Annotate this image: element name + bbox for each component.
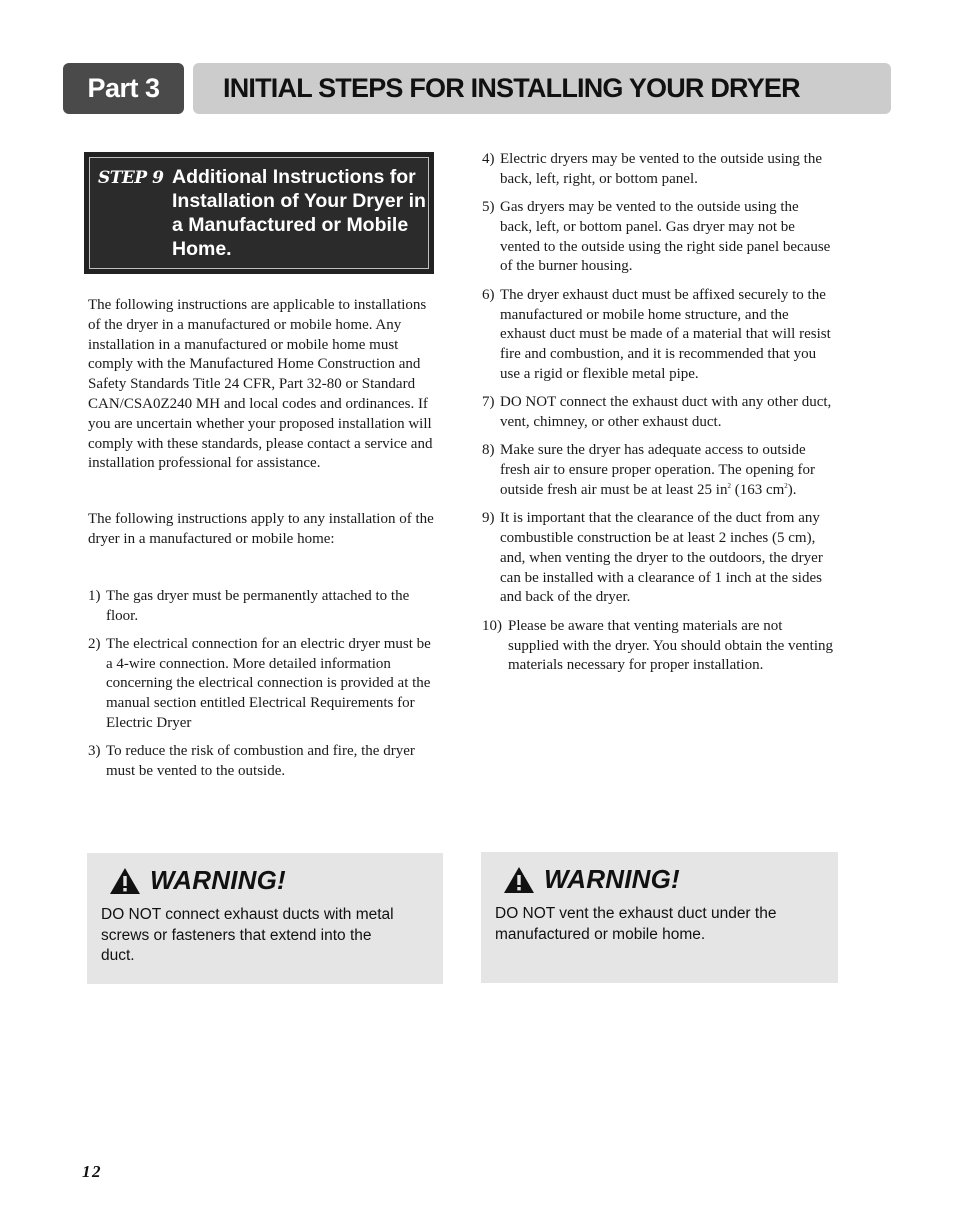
list-item bbox=[88, 635, 438, 734]
item-number: 7) bbox=[482, 394, 495, 411]
item-number: 8) bbox=[482, 442, 495, 459]
lead-paragraph: The following instructions apply to any installation of the dryer in a manufactured or mobile home: bbox=[88, 511, 434, 547]
item-number: 2) bbox=[88, 635, 101, 652]
item-text: Electric dryers may be vented to the outside using the back, left, right, or bottom panel. bbox=[500, 151, 822, 187]
left-column bbox=[88, 296, 438, 790]
title-bar bbox=[193, 63, 891, 114]
item-text: It is important that the clearance of the duct from any combustible construction be at least 2 inches (5 cm), and, when venting the dryer to the outdoors, the dryer can be installed with a clearance of 1 inch at the sides and back of the dryer. bbox=[500, 510, 823, 606]
step-box bbox=[84, 152, 434, 274]
intro-paragraph: The following instructions are applicable to installations of the dryer in a manufactured or mobile home. Any installation in a manufactured or mobile home must comply with the Manufactured Home Construction and Safety Standards Title 24 CFR, Part 32-80 or Standard CAN/CSA0Z240 MH and local codes and ordinances. If you are uncertain whether your proposed installation will comply with these standards, please contact a service and installation professional for assistance. bbox=[88, 297, 433, 472]
page-number: 12 bbox=[82, 1162, 102, 1181]
item-number: 1) bbox=[88, 587, 101, 604]
item-number: 5) bbox=[482, 199, 495, 216]
item-number: 9) bbox=[482, 510, 495, 527]
list-item bbox=[482, 617, 834, 676]
warning-triangle-icon bbox=[109, 867, 141, 895]
warning-title: WARNING! bbox=[150, 865, 286, 895]
list-item bbox=[482, 150, 834, 190]
warning-text: DO NOT connect exhaust ducts with metal screws or fasteners that extend into the duct. bbox=[101, 906, 394, 964]
instruction-list-left bbox=[88, 587, 438, 782]
page-title: INITIAL STEPS FOR INSTALLING YOUR DRYER bbox=[223, 73, 800, 103]
item-number: 6) bbox=[482, 286, 495, 303]
item-number: 3) bbox=[88, 743, 101, 760]
part-label-text: Part 3 bbox=[87, 73, 160, 103]
item-text: The gas dryer must be permanently attached to the floor. bbox=[106, 587, 410, 624]
warning-text: DO NOT vent the exhaust duct under the manufactured or mobile home. bbox=[495, 905, 777, 943]
item-text: The electrical connection for an electric dryer must be a 4-wire connection. More detailed information concerning the electrical connection is provided at the manual section entitled Electrical Requirements for Electric Dryer bbox=[106, 635, 431, 732]
part-label bbox=[63, 63, 184, 114]
item-text: To reduce the risk of combustion and fire, the dryer must be vented to the outside. bbox=[106, 743, 415, 780]
warning-title: WARNING! bbox=[544, 864, 680, 894]
item-text: The dryer exhaust duct must be affixed securely to the manufactured or mobile home structure, and the exhaust duct must be made of a material that will resist fire and combustion, and it is recommended that you use a rigid or flexible metal pipe. bbox=[500, 286, 831, 382]
warning-box-right bbox=[481, 852, 838, 983]
item-text: Gas dryers may be vented to the outside using the back, left, or bottom panel. Gas dryer may not be vented to the outside using the right side panel because of the burner housing. bbox=[500, 199, 831, 275]
item-number: 10) bbox=[482, 617, 502, 634]
warning-header bbox=[503, 864, 680, 895]
list-item bbox=[482, 393, 834, 433]
list-item bbox=[482, 286, 834, 385]
superscript: 2 bbox=[784, 481, 788, 490]
instruction-list-right bbox=[482, 150, 834, 676]
list-item bbox=[88, 587, 438, 627]
warning-header bbox=[109, 865, 286, 896]
item-text: ). bbox=[787, 481, 797, 498]
step-box-inner bbox=[89, 157, 429, 269]
list-item bbox=[482, 198, 834, 277]
superscript: 2 bbox=[727, 481, 731, 490]
warning-box-left bbox=[87, 853, 443, 984]
list-item bbox=[88, 742, 438, 782]
item-number: 4) bbox=[482, 151, 495, 167]
step-label: STEP 9 bbox=[98, 168, 164, 188]
item-text: (163 cm bbox=[730, 481, 785, 498]
list-item bbox=[482, 441, 834, 500]
list-item bbox=[482, 509, 834, 608]
step-title: Additional Instructions for Installation of Your Dryer in a Manufactured or Mobile Home. bbox=[172, 166, 426, 260]
item-text: Make sure the dryer has adequate access to outside fresh air to ensure proper operation. The opening for outside fresh air must be at least 25 in bbox=[500, 442, 816, 498]
item-text: Please be aware that venting materials are not supplied with the dryer. You should obtain the venting materials necessary for proper installation. bbox=[508, 617, 833, 674]
item-text: DO NOT connect the exhaust duct with any other duct, vent, chimney, or other exhaust duct. bbox=[500, 394, 832, 431]
right-column bbox=[482, 150, 834, 685]
warning-triangle-icon bbox=[503, 866, 535, 894]
